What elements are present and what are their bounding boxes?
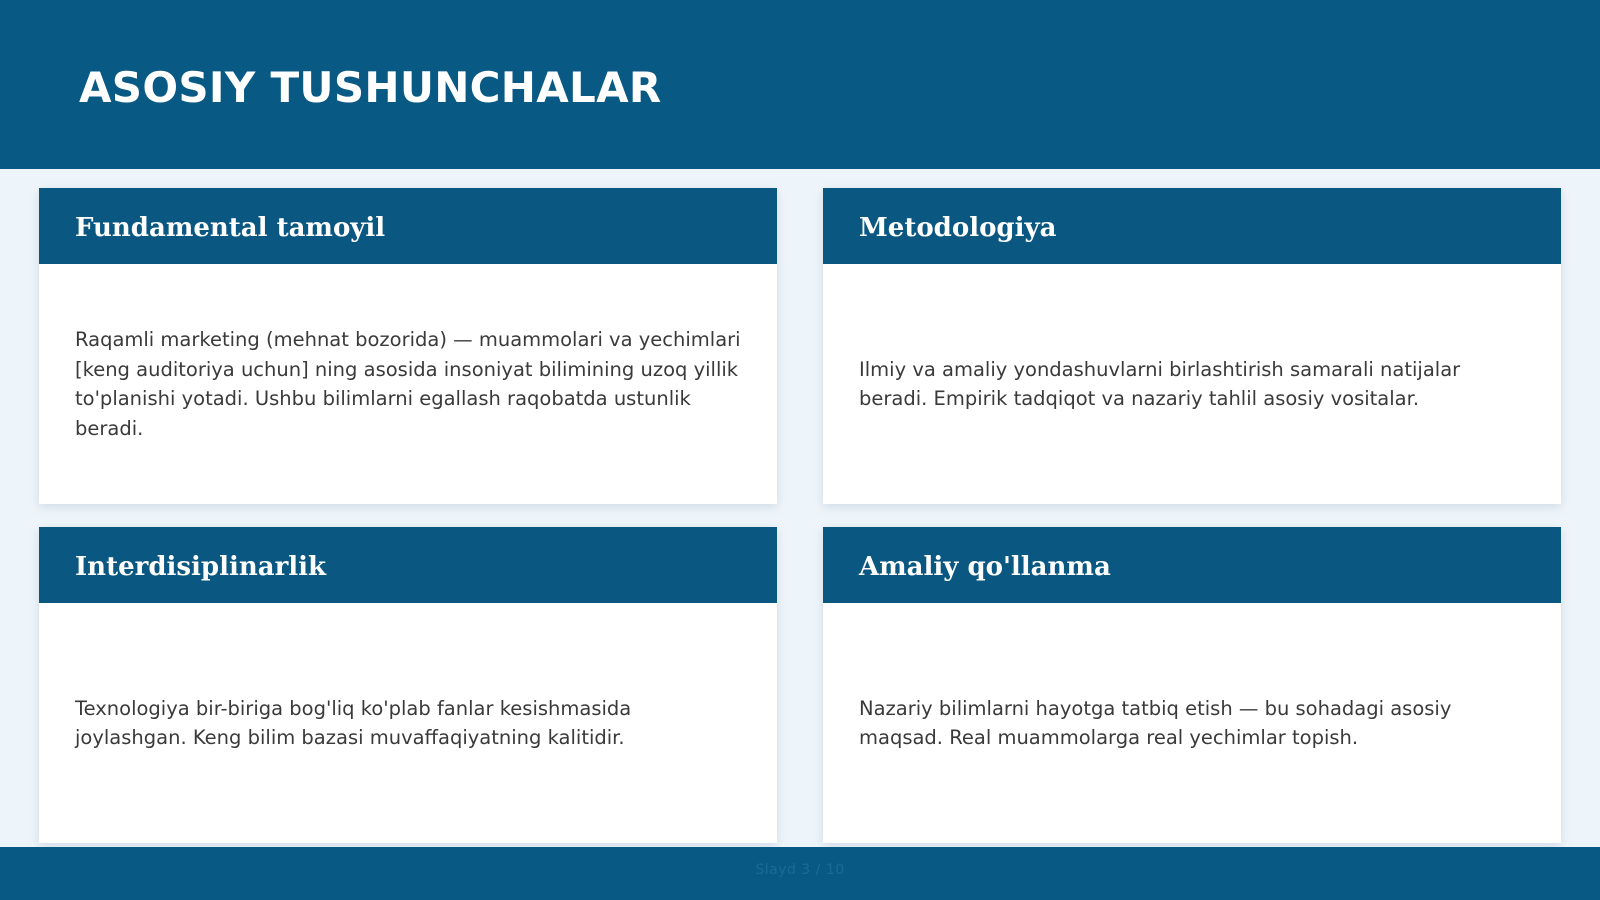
card-practical-application <box>823 527 1561 843</box>
slide-footer <box>0 847 1600 900</box>
card-header <box>39 527 777 603</box>
card-body <box>39 603 777 843</box>
card-interdisciplinarity <box>39 527 777 843</box>
card-title: Interdisiplinarlik <box>75 552 327 582</box>
slide-header <box>0 0 1600 169</box>
card-body <box>823 264 1561 504</box>
card-text: Ilmiy va amaliy yondashuvlarni birlashtirish samarali natijalar beradi. Empirik tadqiqot va nazariy tahlil asosiy vositalar. <box>859 357 1461 410</box>
card-fundamental-principle <box>39 188 777 504</box>
card-header <box>823 188 1561 264</box>
card-title: Metodologiya <box>859 213 1057 243</box>
card-header <box>823 527 1561 603</box>
card-text: Texnologiya bir-biriga bog'liq ko'plab fanlar kesishmasida joylashgan. Keng bilim bazasi muvaffaqiyatning kalitidir. <box>75 696 632 749</box>
card-body <box>823 603 1561 843</box>
card-text: Raqamli marketing (mehnat bozorida) — muammolari va yechimlari [keng auditoriya uchun] ning asosida insoniyat bilimining uzoq yillik to'planishi yotadi. Ushbu bilimlarni egallash raqobatda ustunlik beradi. <box>75 328 741 440</box>
card-header <box>39 188 777 264</box>
card-text: Nazariy bilimlarni hayotga tatbiq etish — bu sohadagi asosiy maqsad. Real muammolarga real yechimlar topish. <box>859 696 1452 749</box>
card-methodology <box>823 188 1561 504</box>
card-title: Fundamental tamoyil <box>75 213 386 243</box>
card-body <box>39 264 777 504</box>
slide-title: ASOSIY TUSHUNCHALAR <box>79 63 662 112</box>
slide-number: Slayd 3 / 10 <box>755 862 845 878</box>
card-title: Amaliy qo'llanma <box>859 552 1111 582</box>
